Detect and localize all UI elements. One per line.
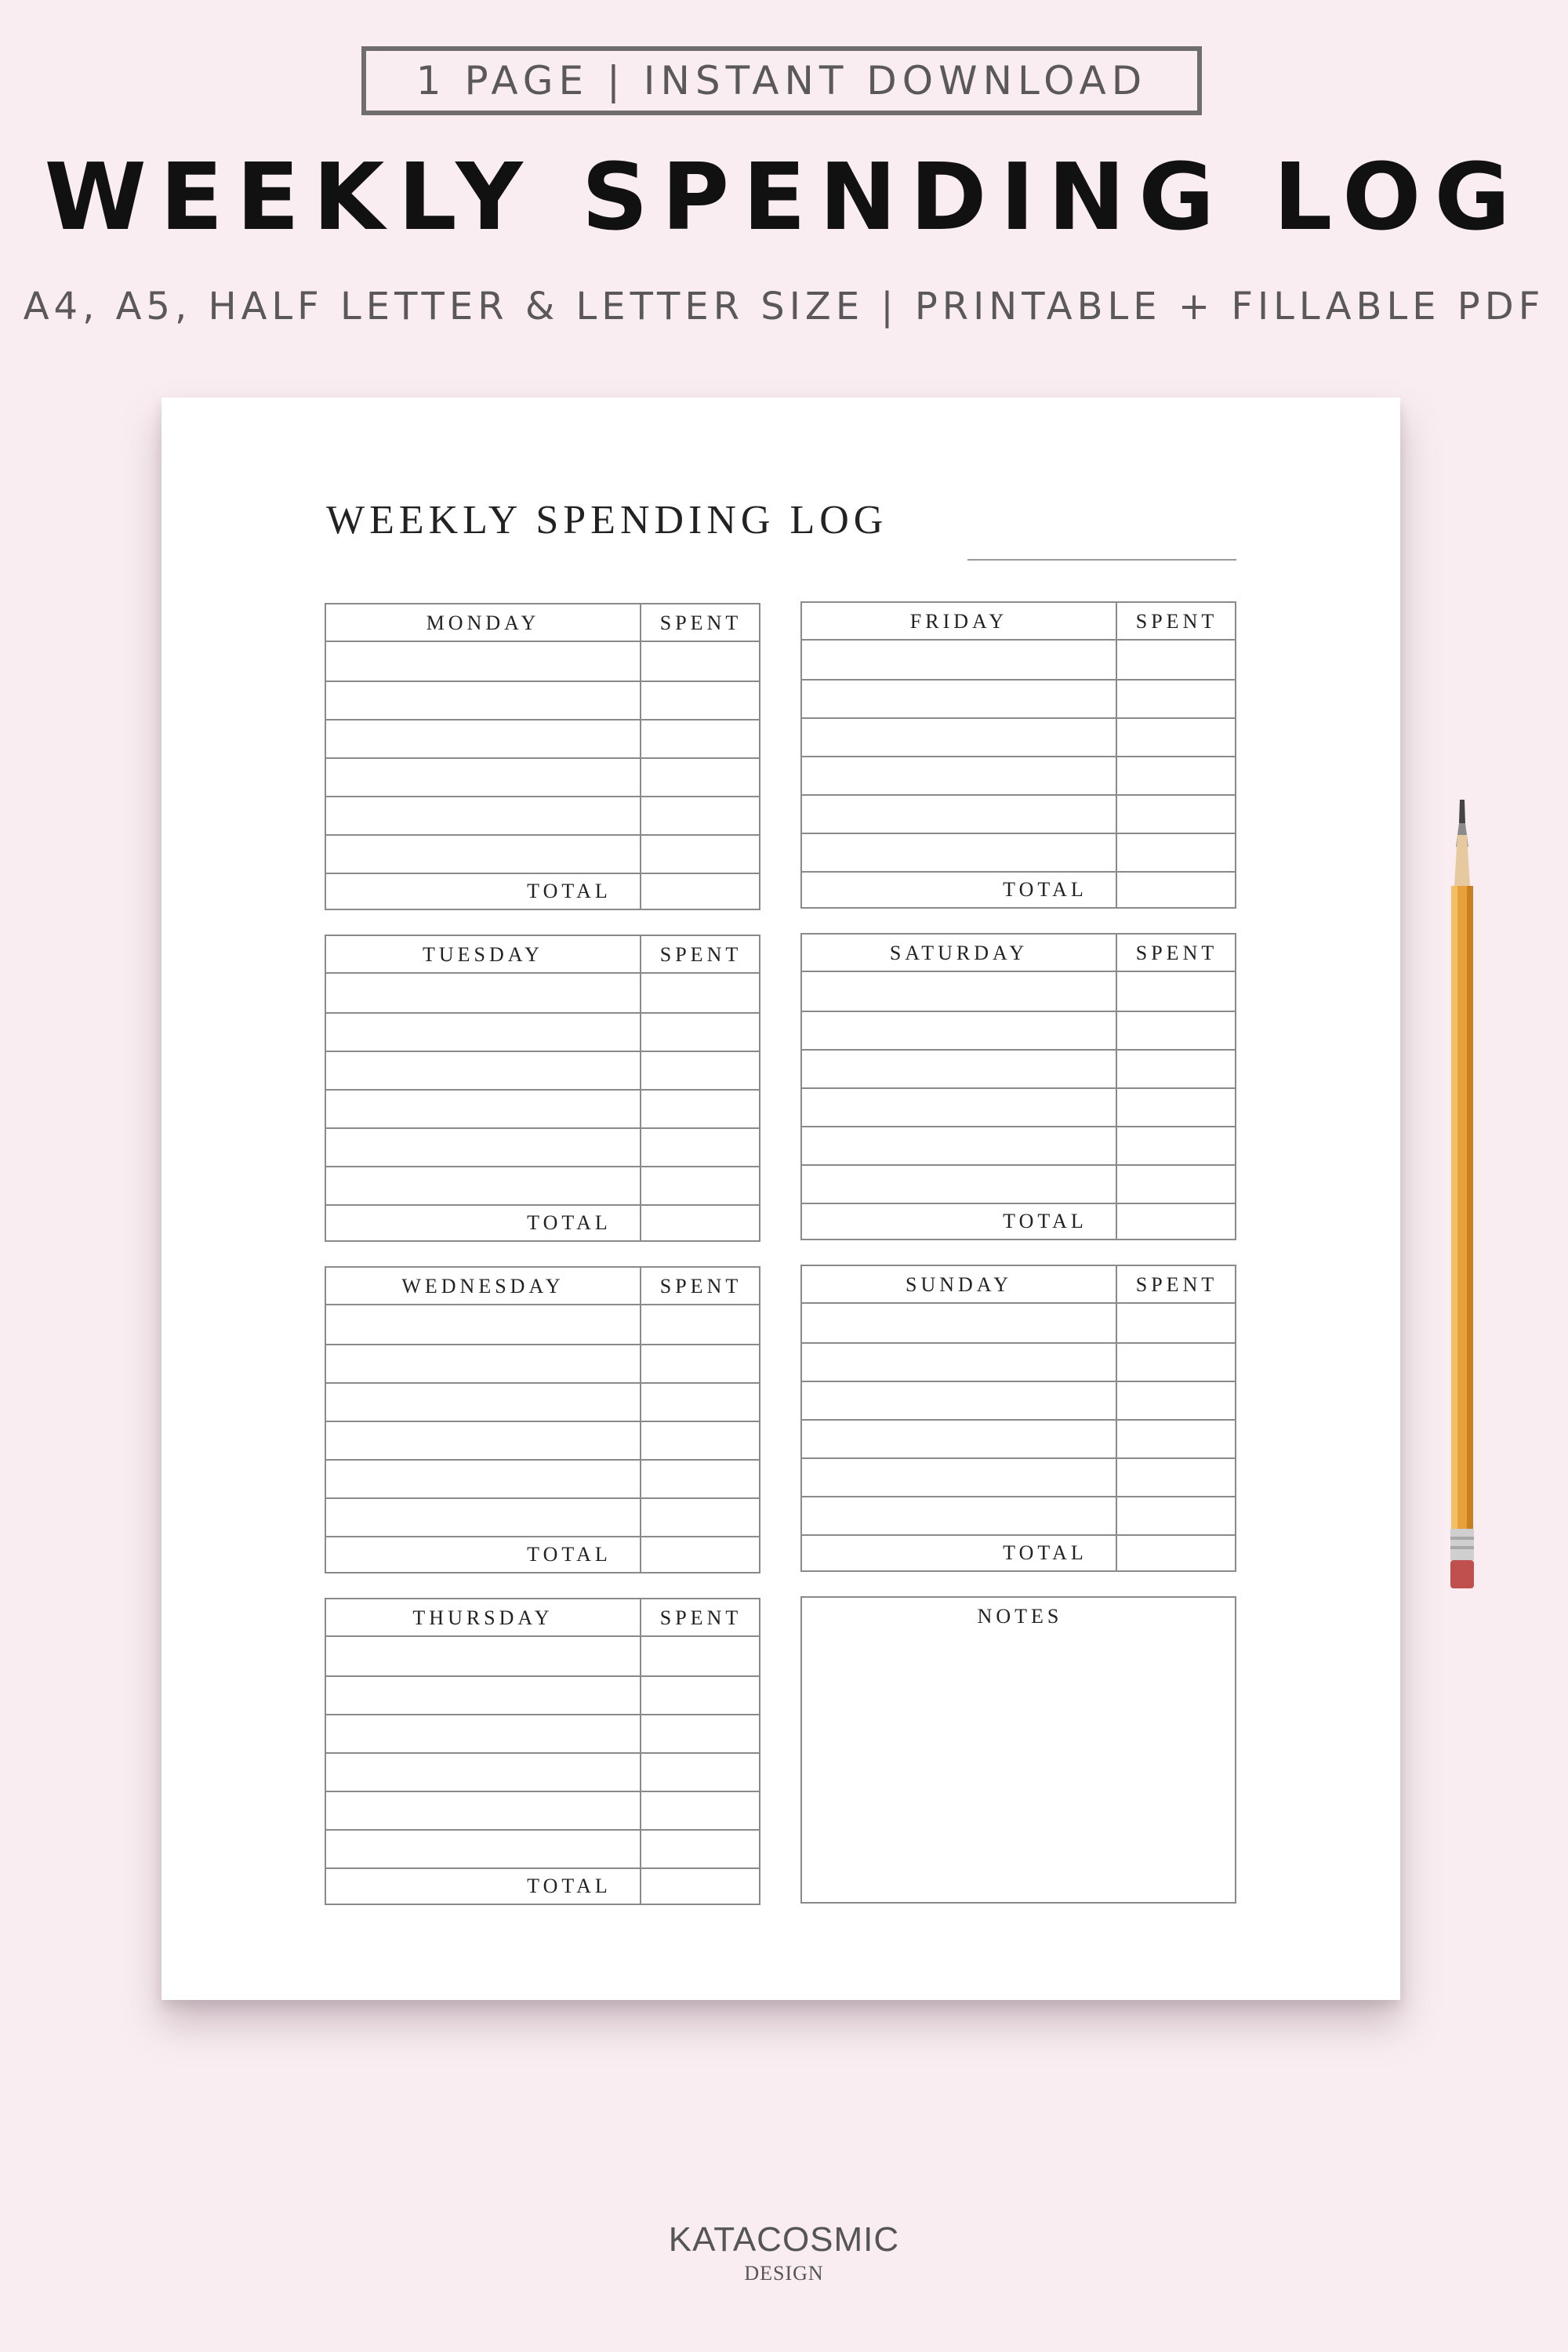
row-line: [802, 756, 1235, 757]
row-line: [802, 1087, 1235, 1089]
row-line: [326, 1791, 759, 1792]
day-label: THURSDAY: [412, 1606, 554, 1629]
planner-sheet: [162, 397, 1400, 2000]
row-line: [326, 1382, 759, 1384]
day-label: SATURDAY: [889, 942, 1029, 964]
column-divider: [640, 604, 641, 909]
row-line: [326, 834, 759, 836]
row-line: [802, 1342, 1235, 1344]
column-divider: [1116, 603, 1117, 907]
total-label: TOTAL: [1003, 1210, 1087, 1232]
total-label: TOTAL: [527, 880, 612, 902]
day-label: MONDAY: [426, 612, 540, 634]
row-line: [326, 1459, 759, 1461]
row-line: [802, 1457, 1235, 1459]
row-line: [326, 757, 759, 759]
row-line: [802, 1381, 1235, 1382]
row-line: [326, 1421, 759, 1422]
row-line: [802, 833, 1235, 834]
brand-logo: [0, 2219, 1568, 2286]
row-line: [802, 1011, 1235, 1012]
day-table-monday: [325, 603, 760, 910]
day-table-wednesday: [325, 1266, 760, 1573]
day-table-tuesday: [325, 935, 760, 1242]
row-line: [326, 719, 759, 720]
row-line: [326, 681, 759, 682]
row-line: [802, 1164, 1235, 1166]
total-label: TOTAL: [527, 1211, 612, 1234]
product-subtitle: A4, A5, HALF LETTER & LETTER SIZE | PRINTABLE + FILLABLE PDF: [23, 285, 1545, 328]
row-line: [326, 1675, 759, 1677]
spent-label: SPENT: [1135, 1273, 1218, 1296]
row-line: [326, 1089, 759, 1091]
row-line: [326, 1344, 759, 1345]
day-label: WEDNESDAY: [401, 1275, 564, 1298]
total-label: TOTAL: [527, 1543, 612, 1566]
day-label: FRIDAY: [909, 610, 1008, 633]
day-table-sunday: [800, 1265, 1236, 1572]
total-label: TOTAL: [1003, 1541, 1087, 1564]
spent-label: SPENT: [1135, 942, 1218, 964]
spent-label: SPENT: [1135, 610, 1218, 633]
column-divider: [640, 1599, 641, 1904]
name-line: [967, 559, 1236, 561]
row-line: [326, 1127, 759, 1129]
row-line: [802, 794, 1235, 796]
product-title: WEEKLY SPENDING LOG: [44, 143, 1524, 251]
row-line: [326, 1714, 759, 1715]
spent-label: SPENT: [659, 1275, 742, 1298]
day-table-saturday: [800, 933, 1236, 1240]
day-label: SUNDAY: [906, 1273, 1012, 1296]
spent-label: SPENT: [659, 1606, 742, 1629]
row-line: [326, 1166, 759, 1167]
row-line: [326, 1752, 759, 1754]
day-label: TUESDAY: [423, 943, 543, 966]
brand-tagline: DESIGN: [744, 2262, 824, 2285]
spent-label: SPENT: [659, 943, 742, 966]
row-line: [326, 1497, 759, 1499]
row-line: [802, 679, 1235, 681]
day-table-friday: [800, 601, 1236, 909]
sheet-title: WEEKLY SPENDING LOG: [326, 498, 888, 543]
notes-label: NOTES: [977, 1605, 1063, 1628]
row-line: [326, 1051, 759, 1052]
column-divider: [640, 1268, 641, 1572]
spent-label: SPENT: [659, 612, 742, 634]
column-divider: [1116, 1266, 1117, 1570]
total-label: TOTAL: [527, 1875, 612, 1897]
row-line: [802, 717, 1235, 719]
row-line: [326, 1012, 759, 1014]
row-line: [802, 1126, 1235, 1127]
instant-download-badge: 1 PAGE | INSTANT DOWNLOAD: [361, 46, 1202, 115]
notes-box: [800, 1596, 1236, 1904]
column-divider: [1116, 935, 1117, 1239]
row-line: [326, 796, 759, 797]
row-line: [326, 1829, 759, 1831]
day-table-thursday: [325, 1598, 760, 1905]
brand-name: KATACOSMIC: [668, 2220, 900, 2259]
total-label: TOTAL: [1003, 878, 1087, 901]
column-divider: [640, 936, 641, 1240]
row-line: [802, 1496, 1235, 1497]
row-line: [802, 1049, 1235, 1051]
pencil-icon: [1446, 800, 1478, 1592]
row-line: [802, 1419, 1235, 1421]
